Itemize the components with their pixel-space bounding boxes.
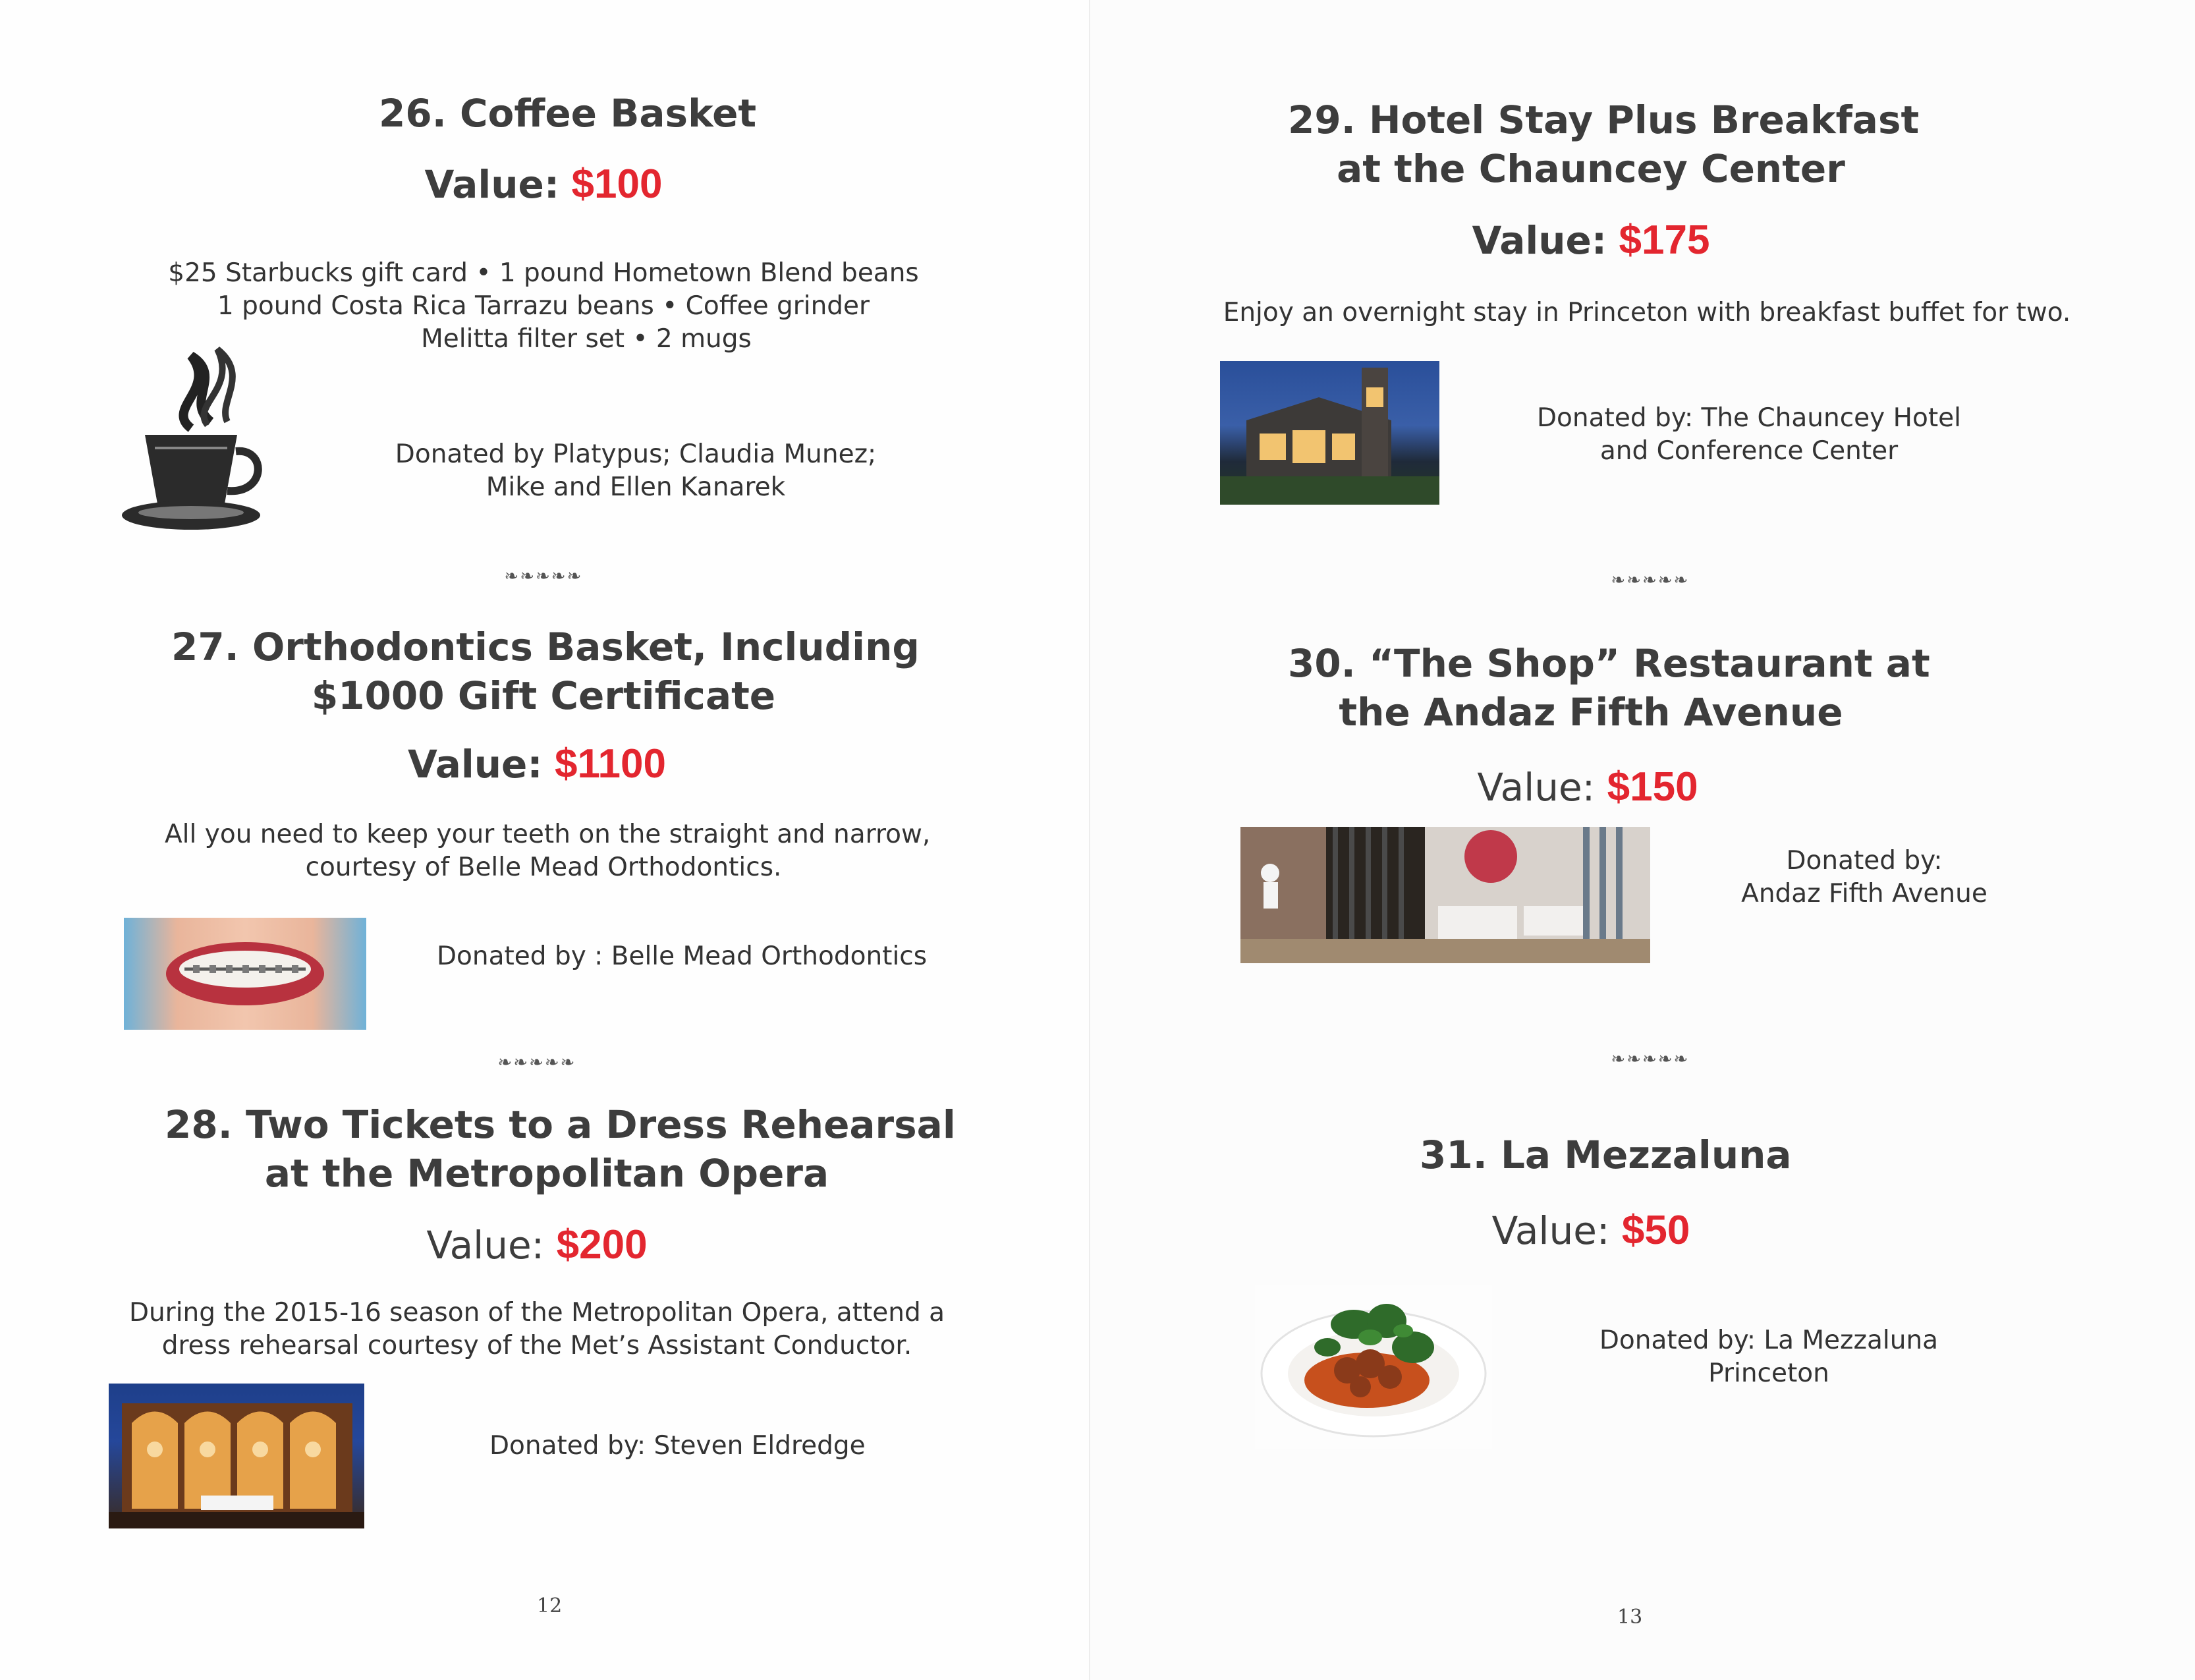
item-26-title: 26. Coffee Basket [379, 91, 757, 136]
donor-line: Andaz Fifth Avenue [1741, 879, 1987, 909]
item-31-donor [1584, 1324, 1953, 1390]
title-line: 30. “The Shop” Restaurant at [1288, 641, 1930, 686]
the-shop-restaurant-photo [1240, 827, 1650, 963]
value-label: Value: [426, 1223, 545, 1268]
value-amount: $100 [571, 161, 663, 207]
chauncey-hotel-photo [1220, 361, 1439, 505]
item-29-title [1288, 96, 1920, 193]
item-30-donor [1700, 845, 2029, 910]
braces-smile-photo [124, 918, 366, 1030]
value-amount: $50 [1621, 1208, 1690, 1253]
item-31-value [1453, 1208, 1729, 1254]
contents-line: $25 Starbucks gift card • 1 pound Hometown Blend beans [168, 258, 919, 288]
value-amount: $175 [1619, 217, 1710, 263]
title-line: 27. Orthodontics Basket, Including [171, 625, 920, 669]
section-divider: ❧❧❧❧❧ [504, 567, 583, 586]
value-amount: $1100 [555, 741, 666, 787]
section-divider: ❧❧❧❧❧ [1611, 1050, 1690, 1069]
donor-line: Donated by Platypus; Claudia Munez; [395, 439, 877, 469]
item-28-title [165, 1100, 956, 1198]
donor-line: Princeton [1708, 1358, 1829, 1388]
item-27-description [165, 818, 931, 884]
description-line: During the 2015-16 season of the Metropolitan Opera, attend a [128, 1298, 945, 1328]
description-line: courtesy of Belle Mead Orthodontics. [305, 853, 782, 882]
item-26-value [395, 161, 692, 208]
item-26-donor [369, 438, 903, 504]
donor-line: Donated by: [1786, 846, 1943, 876]
item-29-description: Enjoy an overnight stay in Princeton with breakfast buffet for two. [1223, 298, 2071, 327]
page-number: 12 [537, 1594, 563, 1617]
item-29-donor [1512, 402, 1986, 468]
value-label: Value: [1477, 765, 1596, 810]
value-label: Value: [1472, 218, 1607, 263]
donor-line: and Conference Center [1599, 436, 1899, 466]
title-line: $1000 Gift Certificate [311, 673, 776, 718]
contents-line: 1 pound Costa Rica Tarrazu beans • Coffee grinder [217, 291, 870, 321]
title-line: the Andaz Fifth Avenue [1339, 690, 1843, 735]
item-28-donor: Donated by: Steven Eldredge [489, 1431, 866, 1461]
section-divider: ❧❧❧❧❧ [1611, 571, 1690, 590]
item-27-title [171, 623, 920, 720]
left-page [0, 0, 1090, 1680]
item-27-value [382, 741, 692, 787]
item-30-value [1439, 764, 1736, 810]
title-line: at the Metropolitan Opera [264, 1151, 829, 1196]
value-amount: $150 [1607, 764, 1698, 810]
section-divider: ❧❧❧❧❧ [497, 1053, 576, 1073]
item-28-value [389, 1222, 685, 1268]
metropolitan-opera-photo [109, 1384, 364, 1528]
item-26-contents [165, 257, 922, 356]
donor-line: Donated by: The Chauncey Hotel [1537, 403, 1961, 433]
contents-line: Melitta filter set • 2 mugs [421, 324, 752, 354]
coffee-cup-icon [119, 343, 270, 534]
description-line: All you need to keep your teeth on the straight and narrow, [165, 820, 931, 849]
value-amount: $200 [556, 1222, 648, 1268]
title-line: at the Chauncey Center [1337, 146, 1845, 191]
title-line: 28. Two Tickets to a Dress Rehearsal [165, 1102, 956, 1147]
item-27-donor: Donated by : Belle Mead Orthodontics [437, 941, 928, 971]
description-line: dress rehearsal courtesy of the Met’s Assistant Conductor. [161, 1331, 912, 1360]
right-page [1090, 0, 2195, 1680]
item-30-title [1288, 639, 1930, 737]
page-number: 13 [1617, 1606, 1643, 1629]
item-28-description [119, 1297, 955, 1362]
value-label: Value: [424, 162, 560, 207]
value-label: Value: [1491, 1208, 1610, 1253]
la-mezzaluna-dish-photo [1255, 1285, 1492, 1449]
item-29-value [1443, 217, 1739, 264]
value-label: Value: [408, 742, 543, 787]
title-line: 29. Hotel Stay Plus Breakfast [1288, 98, 1920, 142]
item-31-title: 31. La Mezzaluna [1420, 1133, 1792, 1177]
donor-line: Donated by: La Mezzaluna [1599, 1326, 1939, 1355]
donor-line: Mike and Ellen Kanarek [486, 472, 786, 502]
